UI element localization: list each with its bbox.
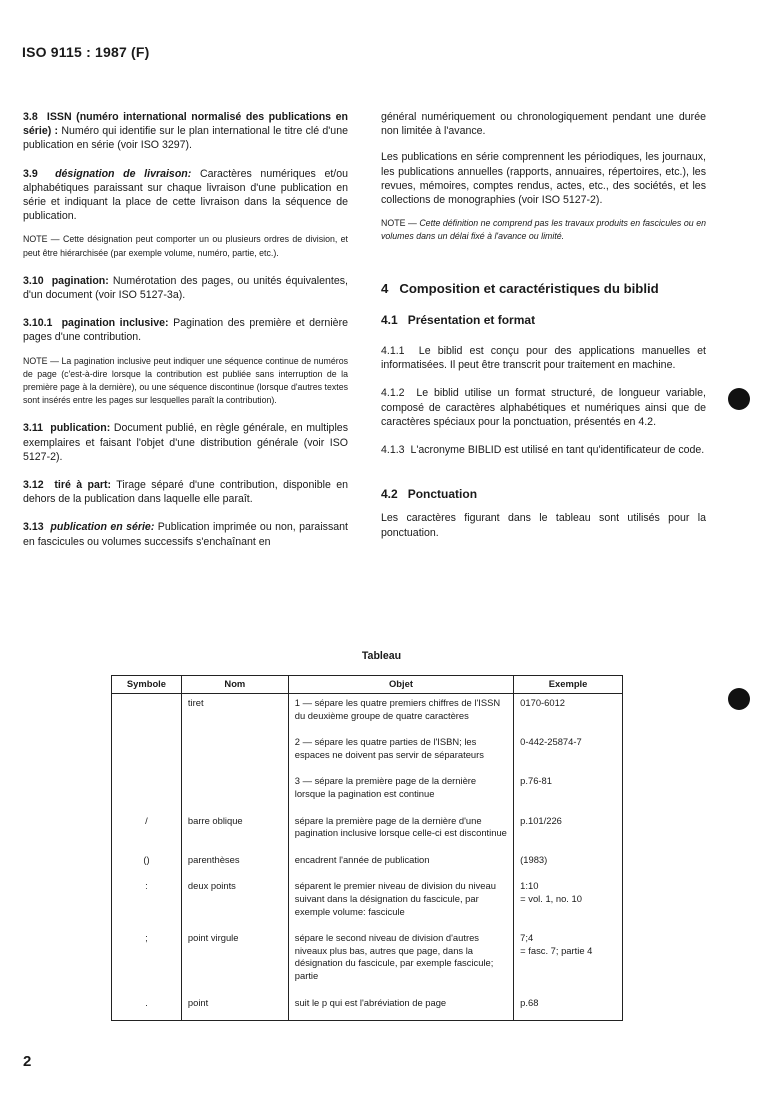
cell-exemple: p.76-81 [514, 772, 623, 811]
cell-objet: séparent le premier niveau de division du niveau suivant dans la désignation du fascicule, par exemple volume: fascicule [288, 877, 513, 929]
column-header-symbole: Symbole [112, 676, 182, 694]
section-number: 3.10 [23, 274, 44, 287]
heading-number: 4.2 [381, 487, 398, 502]
cell-nom: deux points [181, 877, 288, 929]
definition: Numérotation des pages, ou unités équivalentes, d'un document (voir ISO 5127-3a). [23, 274, 348, 302]
cell-exemple: 0-442-25874-7 [514, 733, 623, 772]
column-header-nom: Nom [181, 676, 288, 694]
paragraph-number: 4.1.3 [381, 444, 405, 457]
table-row [112, 877, 623, 929]
definition: Publication imprimée ou non, paraissant en fascicules ou volumes successifs s'enchaînant en [23, 521, 348, 548]
term: ISSN (numéro international normalisé des publications en série) : [23, 111, 348, 138]
cell-exemple: p.68 [514, 994, 623, 1021]
heading-number: 4.1 [381, 312, 398, 327]
table-row [112, 994, 623, 1021]
cell-symbole [112, 772, 182, 811]
term: publication en série: [50, 521, 155, 534]
cell-exemple: 0170-6012 [514, 694, 623, 734]
section-number: 3.12 [23, 479, 44, 492]
heading-number: 4 [381, 280, 389, 296]
paragraph-text: L'acronyme BIBLID est utilisé en tant qu'identificateur de code. [410, 444, 705, 457]
note [381, 217, 706, 243]
margin-bullet [728, 388, 750, 410]
cell-objet: suit le p qui est l'abréviation de page [288, 994, 513, 1021]
page-number: 2 [23, 1053, 32, 1070]
right-column [381, 110, 706, 540]
cell-objet: encadrent l'année de publication [288, 851, 513, 878]
cell-objet: sépare la première page de la dernière d'une pagination inclusive lorsque celle-ci est discontinue [288, 812, 513, 851]
heading-title: Présentation et format [407, 312, 536, 327]
cell-symbole: . [112, 994, 182, 1021]
definition: Pagination des première et dernière pages d'une contribution. [23, 317, 348, 344]
table-row [112, 733, 623, 772]
note: NOTE — Cette désignation peut comporter un ou plusieurs ordres de division, et peut être hiérarchisée (par exemple volume, numéro, partie, etc.). [23, 234, 348, 258]
term: tiré à part: [54, 479, 112, 492]
cell-symbole: ; [112, 929, 182, 993]
section-3-13 [23, 520, 348, 548]
table-row [112, 772, 623, 811]
note: NOTE — La pagination inclusive peut indiquer une séquence continue de numéros de page (c'est-à-dire lorsque la contribution est publiée sans interruption de la première page à la dernière), ou une séquence discontinue (lorsque d'autres textes sont insérés entre les pages sur lesquelles paraît la contribution). [23, 355, 348, 406]
section-3-11 [23, 421, 348, 464]
paragraph-4-1-3 [381, 443, 706, 457]
cell-symbole: () [112, 851, 182, 878]
definition: Document publié, en règle générale, en multiples exemplaires et faisant l'objet d'une distribution générale (voir ISO 5127-2). [23, 422, 348, 463]
paragraph: Les caractères figurant dans le tableau sont utilisés pour la ponctuation. [381, 512, 706, 539]
cell-nom: point [181, 994, 288, 1021]
heading-section-4 [381, 282, 706, 296]
cell-objet: sépare le second niveau de division d'autres niveaux plus bas, autres que page, dans la désignation du fascicule, par exemple fascicule; partie [288, 929, 513, 993]
cell-nom: point virgule [181, 929, 288, 993]
section-3-12 [23, 478, 348, 506]
column-header-exemple: Exemple [514, 676, 623, 694]
punctuation-table [111, 675, 623, 1021]
cell-symbole: : [112, 877, 182, 929]
continued-text: général numériquement ou chronologiquement pendant une durée non limitée à l'avance. [381, 111, 706, 138]
section-3-10 [23, 274, 348, 302]
note-label: NOTE — [381, 218, 417, 229]
cell-nom: parenthèses [181, 851, 288, 878]
paragraph-number: 4.1.2 [381, 387, 405, 400]
section-3-8 [23, 110, 348, 153]
paragraph-number: 4.1.1 [381, 345, 405, 358]
cell-exemple: 7;4 = fasc. 7; partie 4 [514, 929, 623, 993]
cell-objet: 1 — sépare les quatre premiers chiffres de l'ISSN du deuxième groupe de quatre caractères [288, 694, 513, 734]
section-number: 3.8 [23, 111, 38, 123]
section-number: 3.11 [23, 422, 44, 435]
section-3-10-1 [23, 316, 348, 344]
heading-title: Ponctuation [407, 487, 478, 502]
margin-bullet [728, 688, 750, 710]
heading-title: Composition et caractéristiques du biblid [399, 280, 659, 296]
definition: Caractères numériques et/ou alphabétiques paraissant sur chaque livraison d'une publication en série et indiquant la place de cette livraison dans la séquence de publication. [23, 167, 349, 223]
table-body [112, 694, 623, 1021]
definition: Numéro qui identifie sur le plan international le titre clé d'une publication en série (voir ISO 3297). [23, 125, 348, 152]
table-header-row [112, 676, 623, 694]
term: désignation de livraison: [55, 167, 192, 180]
heading-4-2 [381, 487, 706, 501]
cell-nom: barre oblique [181, 812, 288, 851]
section-number: 3.10.1 [23, 317, 53, 330]
table-title: Tableau [361, 650, 402, 662]
document-header: ISO 9115 : 1987 (F) [22, 44, 150, 60]
table-row [112, 929, 623, 993]
cell-symbole [112, 694, 182, 734]
paragraph: Les publications en série comprennent les périodiques, les journaux, les publications annuelles (rapports, annuaires, répertoires, etc.), les revues, mémoires, comptes rendus, actes, etc., des sociétés, et les collections de monographies (voir ISO 5127-2). [381, 151, 706, 207]
term: pagination: [51, 274, 109, 287]
term: publication: [50, 422, 111, 435]
term: pagination inclusive: [61, 317, 169, 330]
paragraph-text: Le biblid utilise un format structuré, de longueur variable, composé de caractères alphabétiques et numériques ainsi que de caractères spéciaux pour la ponctuation, présentés en 4.2. [381, 387, 706, 428]
definition: Tirage séparé d'une contribution, disponible en dehors de la publication dans laquelle elle paraît. [23, 479, 348, 506]
cell-symbole: / [112, 812, 182, 851]
section-number: 3.13 [23, 521, 44, 534]
cell-objet: 3 — sépare la première page de la dernière lorsque la pagination est continue [288, 772, 513, 811]
section-3-9 [23, 167, 348, 224]
table-row [112, 851, 623, 878]
left-column [23, 110, 348, 549]
cell-objet: 2 — sépare les quatre parties de l'ISBN; les espaces ne doivent pas servir de séparateurs [288, 733, 513, 772]
section-number: 3.9 [23, 167, 38, 180]
cell-nom [181, 772, 288, 811]
cell-nom [181, 733, 288, 772]
cell-symbole [112, 733, 182, 772]
note-text: Cette définition ne comprend pas les travaux produits en fascicules ou en volumes dans un délai fixé à l'avance ou limité. [381, 218, 706, 242]
paragraph-4-1-1 [381, 344, 706, 372]
cell-exemple: (1983) [514, 851, 623, 878]
column-header-objet: Objet [288, 676, 513, 694]
cell-exemple: 1:10 = vol. 1, no. 10 [514, 877, 623, 929]
table-row [112, 812, 623, 851]
paragraph-text: Le biblid est conçu pour des applications manuelles et informatisées. Il peut être transcrit pour traitement en machine. [381, 345, 706, 372]
cell-nom: tiret [181, 694, 288, 734]
paragraph-4-1-2 [381, 386, 706, 429]
cell-exemple: p.101/226 [514, 812, 623, 851]
table-row [112, 694, 623, 734]
heading-4-1 [381, 313, 706, 327]
